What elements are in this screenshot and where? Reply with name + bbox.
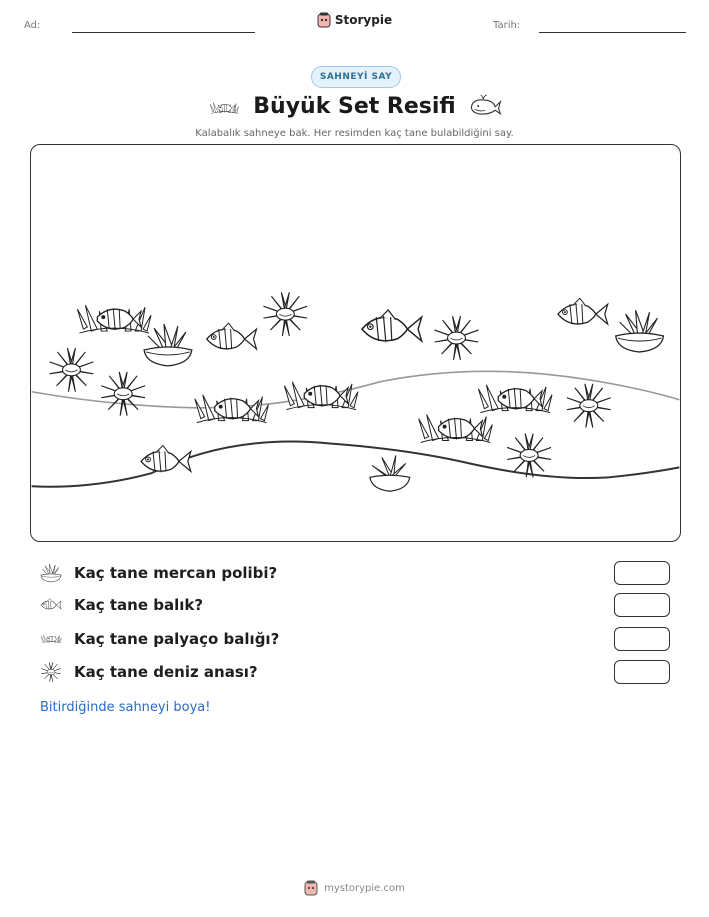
name-write-line[interactable] [72, 32, 255, 33]
fish-4 [141, 445, 191, 472]
footer [0, 880, 709, 896]
question-text: Kaç tane palyaço balığı? [74, 630, 280, 648]
coral-1 [144, 324, 192, 366]
date-label: Tarih: [493, 20, 521, 31]
coral-2 [616, 310, 664, 352]
name-label: Ad: [24, 20, 41, 31]
sea-anemone-icon [40, 661, 62, 683]
reef-scene-drawing [31, 145, 680, 541]
question-text: Kaç tane balık? [74, 596, 204, 614]
answer-box[interactable] [614, 660, 670, 684]
fish-2 [362, 310, 422, 342]
fish-3 [558, 298, 608, 325]
clownfish-1 [77, 305, 151, 333]
question-row [40, 659, 670, 685]
clownfish-3 [284, 382, 358, 410]
reef-scene[interactable] [30, 144, 681, 542]
finish-instruction: Bitirdiğinde sahneyi boya! [40, 700, 211, 715]
clownfish-4 [478, 385, 552, 413]
coral-3 [370, 455, 410, 491]
answer-box[interactable] [614, 561, 670, 585]
title-row [0, 90, 709, 122]
anemone-1 [263, 292, 307, 336]
storypie-mascot-icon [304, 880, 318, 896]
footer-url[interactable]: mystorypie.com [324, 882, 405, 894]
clownfish-5 [419, 415, 493, 443]
fish-icon [40, 594, 62, 616]
question-row [40, 592, 670, 618]
page-title: Büyük Set Resifi [253, 93, 456, 119]
question-row [40, 626, 670, 652]
whale-icon [468, 90, 502, 122]
anemone-2 [435, 316, 479, 360]
clownfish-icon [40, 628, 62, 650]
brand-logo [0, 12, 709, 28]
brand-name: Storypie [334, 13, 393, 27]
storypie-mascot-icon [317, 12, 331, 28]
clownfish-2 [195, 395, 269, 423]
anemone-3 [50, 348, 94, 392]
question-text: Kaç tane deniz anası? [74, 663, 258, 681]
clownfish-in-anemone-icon [207, 90, 241, 122]
anemone-6 [507, 434, 551, 478]
activity-badge: SAHNEYİ SAY [311, 66, 401, 88]
fish-1 [207, 323, 257, 350]
anemone-5 [567, 384, 611, 428]
anemone-4 [101, 372, 145, 416]
answer-box[interactable] [614, 627, 670, 651]
date-write-line[interactable] [539, 32, 686, 33]
answer-box[interactable] [614, 593, 670, 617]
question-text: Kaç tane mercan polibi? [74, 564, 278, 582]
coral-polyp-icon [40, 562, 62, 584]
question-row [40, 560, 670, 586]
instructions-text: Kalabalık sahneye bak. Her resimden kaç tane bulabildiğini say. [195, 128, 514, 139]
